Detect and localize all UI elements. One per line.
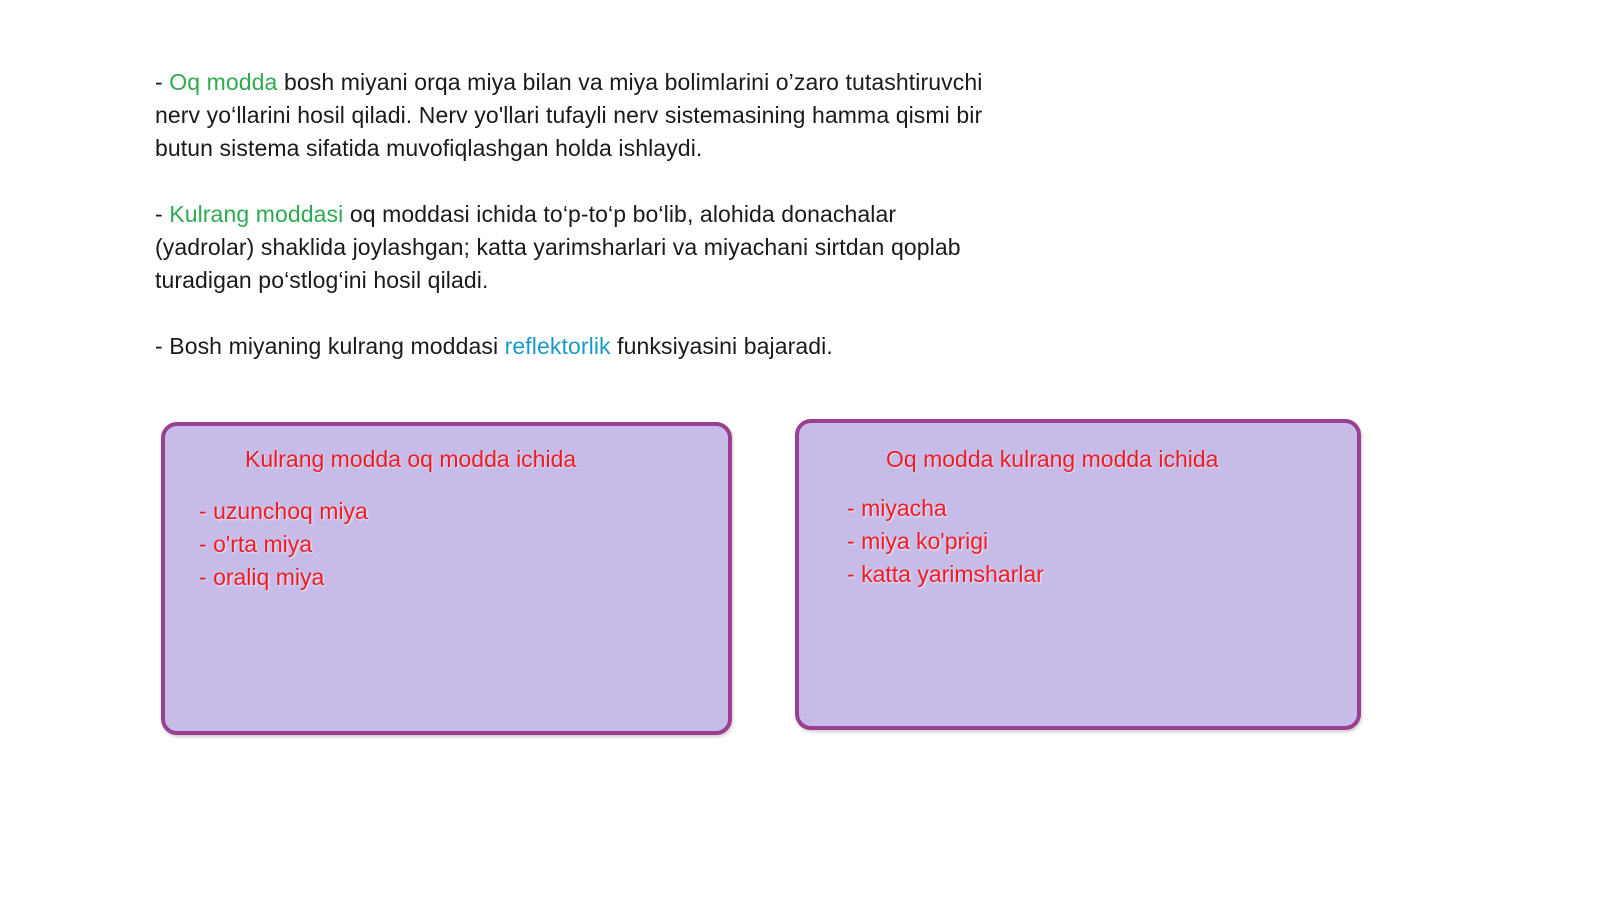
paragraph-text: (yadrolar) shaklida joylashgan; katta yarimsharlari va miyachani sirtdan qoplab bbox=[155, 234, 961, 260]
paragraph-prefix: - bbox=[155, 201, 170, 227]
paragraph-text: turadigan po‘stlog‘ini hosil qiladi. bbox=[155, 267, 489, 293]
paragraph-grey-matter bbox=[155, 198, 1155, 297]
paragraph-text: butun sistema sifatida muvofiqlashgan holda ishlaydi. bbox=[155, 135, 703, 161]
box-title: Kulrang modda oq modda ichida bbox=[245, 446, 577, 472]
list-item bbox=[847, 558, 1044, 591]
list-item bbox=[199, 528, 368, 561]
term-oq-modda: Oq modda bbox=[169, 69, 278, 95]
list-dash: - bbox=[199, 531, 214, 557]
paragraph-text: bosh miyani orqa miya bilan va miya bolimlarini o’zaro tutashtiruvchi bbox=[277, 69, 983, 95]
paragraph-white-matter bbox=[155, 66, 1155, 165]
paragraph-prefix: - bbox=[155, 69, 170, 95]
list-item bbox=[847, 525, 1044, 558]
list-item-label: oraliq miya bbox=[213, 564, 325, 590]
list-item bbox=[847, 492, 1044, 525]
paragraph-text: oq moddasi ichida to‘p-to‘p bo‘lib, alohida donachalar bbox=[343, 201, 897, 227]
list-dash: - bbox=[847, 528, 862, 554]
box-list bbox=[199, 495, 368, 594]
list-item bbox=[199, 561, 368, 594]
list-item bbox=[199, 495, 368, 528]
list-dash: - bbox=[199, 498, 214, 524]
list-item-label: miya ko'prigi bbox=[861, 528, 989, 554]
term-kulrang-moddasi: Kulrang moddasi bbox=[169, 201, 344, 227]
grey-in-white-box bbox=[161, 422, 732, 735]
list-item-label: katta yarimsharlar bbox=[861, 561, 1044, 587]
paragraph-reflex-function bbox=[155, 330, 1155, 363]
box-title: Oq modda kulrang modda ichida bbox=[886, 446, 1219, 472]
list-dash: - bbox=[847, 561, 862, 587]
white-in-grey-box bbox=[795, 419, 1361, 730]
list-item-label: uzunchoq miya bbox=[213, 498, 368, 524]
list-item-label: miyacha bbox=[861, 495, 947, 521]
paragraph-text: nerv yo‘llarini hosil qiladi. Nerv yo'llari tufayli nerv sistemasining hamma qismi bir bbox=[155, 102, 983, 128]
box-list bbox=[847, 492, 1044, 591]
paragraph-text: funksiyasini bajaradi. bbox=[610, 333, 833, 359]
list-dash: - bbox=[199, 564, 214, 590]
list-item-label: o'rta miya bbox=[213, 531, 313, 557]
list-dash: - bbox=[847, 495, 862, 521]
term-reflektorlik: reflektorlik bbox=[504, 333, 611, 359]
paragraph-text: - Bosh miyaning kulrang moddasi bbox=[155, 333, 505, 359]
